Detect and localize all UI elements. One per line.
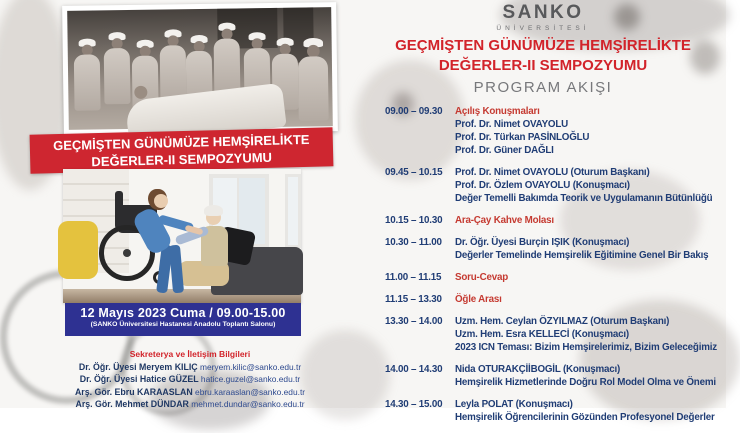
contact-name: Arş. Gör. Ebru KARAASLAN xyxy=(74,386,193,397)
schedule-line: 2023 ICN Teması: Bizim Hemşirelerimiz, Bizim Geleceğimiz xyxy=(455,342,717,353)
nurse-figure xyxy=(154,194,168,208)
schedule-time: 14.30 – 15.00 xyxy=(385,399,443,410)
schedule-time: 14.00 – 14.30 xyxy=(385,364,443,375)
schedule-line: Açılış Konuşmaları xyxy=(455,106,540,117)
schedule-line: Uzm. Hem. Ceylan ÖZYILMAZ (Oturum Başkanı) xyxy=(455,316,670,327)
contact-line xyxy=(20,386,360,398)
page-title-line2: DEĞERLER-II SEMPOZYUMU xyxy=(438,57,648,74)
contact-email: ebru.karaaslan@sanko.edu.tr xyxy=(192,386,306,397)
symposium-title-banner xyxy=(30,127,334,173)
contact-list xyxy=(20,361,360,411)
schedule-lines xyxy=(455,236,708,262)
schedule-line: Soru-Cevap xyxy=(455,272,508,283)
sanko-university-logo xyxy=(360,2,726,32)
program-subtitle: PROGRAM AKIŞI xyxy=(473,79,613,96)
contact-name: Dr. Öğr. Üyesi Meryem KILIÇ xyxy=(78,362,198,372)
schedule-line: Prof. Dr. Güner DAĞLI xyxy=(455,145,554,156)
nurse-figure xyxy=(103,32,130,104)
schedule-time: 13.30 – 14.00 xyxy=(385,316,443,327)
schedule-lines xyxy=(455,398,715,424)
schedule-lines xyxy=(455,293,502,306)
schedule-lines xyxy=(455,214,554,227)
contact-line xyxy=(20,361,360,373)
schedule-time: 11.15 – 13.30 xyxy=(385,294,442,305)
schedule-line: Prof. Dr. Türkan PASİNLOĞLU xyxy=(455,132,590,143)
schedule-time: 10.15 – 10.30 xyxy=(385,215,443,226)
schedule-line: Prof. Dr. Özlem OVAYOLU (Konuşmacı) xyxy=(455,180,630,191)
schedule-line: Nida OTURAKÇİİBOGİL (Konuşmacı) xyxy=(455,364,621,375)
nurse-figure xyxy=(298,38,329,121)
schedule-line: Leyla POLAT (Konuşmacı) xyxy=(455,399,573,410)
nurse-figure xyxy=(74,38,101,110)
schedule-time: 10.30 – 11.00 xyxy=(385,237,442,248)
schedule-line: Değerler Temelinde Hemşirelik Eğitimine Genel Bir Bakış xyxy=(455,250,709,261)
banner-title-line2: DEĞERLER-II SEMPOZYUMU xyxy=(91,149,273,170)
contact-email: meryem.kilic@sanko.edu.tr xyxy=(197,362,302,372)
schedule-row xyxy=(385,363,723,389)
schedule-row xyxy=(385,236,723,262)
schedule-line: Hemşirelik Öğrencilerinin Gözünden Profesyonel Değerler xyxy=(455,412,715,423)
schedule-row xyxy=(385,166,723,205)
wheelchair-hub-shape xyxy=(123,249,131,257)
schedule-line: Uzm. Hem. Esra KELLECİ (Konuşmacı) xyxy=(455,329,629,340)
contact-name: Dr. Öğr. Üyesi Hatice GÜZEL xyxy=(79,374,199,385)
historical-nurses-photo xyxy=(62,2,338,135)
contact-email: mehmet.dundar@sanko.edu.tr xyxy=(188,399,305,410)
logo-wordmark: SANKO xyxy=(502,2,584,23)
schedule-row xyxy=(385,315,723,354)
event-venue: (SANKO Üniversitesi Hastanesi Anadolu Toplantı Salonu) xyxy=(90,321,276,328)
schedule-row xyxy=(385,293,723,306)
nurse-figure xyxy=(159,29,186,101)
schedule-line: Dr. Öğr. Üyesi Burçin IŞIK (Konuşmacı) xyxy=(455,237,630,248)
contact-line xyxy=(20,373,360,385)
schedule-line: Prof. Dr. Nimet OVAYOLU (Oturum Başkanı) xyxy=(455,167,650,178)
event-date: 12 Mayıs 2023 Cuma / 09.00-15.00 xyxy=(80,306,286,320)
logo-subtext: ÜNİVERSİTESİ xyxy=(496,25,590,32)
schedule-lines xyxy=(455,166,712,205)
date-banner xyxy=(65,303,301,336)
schedule-line: Hemşirelik Hizmetlerinde Doğru Rol Model Olma ve Önemi xyxy=(455,377,716,388)
contact-heading: Sekreterya ve İletişim Bilgileri xyxy=(129,349,251,359)
schedule-time: 09.00 – 09.30 xyxy=(385,106,443,117)
contact-line xyxy=(20,398,360,410)
program-schedule xyxy=(385,105,723,433)
schedule-line: Değer Temelli Bakımda Teorik ve Uygulamanın Bütünlüğü xyxy=(455,193,713,204)
elderly-man-figure xyxy=(204,205,223,216)
window-shape xyxy=(285,174,301,248)
schedule-lines xyxy=(455,363,716,389)
schedule-lines xyxy=(455,105,589,157)
page-title-line1: GEÇMİŞTEN GÜNÜMÜZE HEMŞİRELİKTE xyxy=(395,37,691,54)
schedule-row xyxy=(385,271,723,284)
schedule-row xyxy=(385,398,723,424)
schedule-time: 09.45 – 10.15 xyxy=(385,167,443,178)
historical-photo-scene xyxy=(67,7,333,130)
contact-email: hatice.guzel@sanko.edu.tr xyxy=(198,374,301,385)
nurse-figure xyxy=(169,245,184,294)
schedule-line: Prof. Dr. Nimet OVAYOLU xyxy=(455,119,568,130)
schedule-time: 11.00 – 11.15 xyxy=(385,272,442,283)
yellow-sofa-shape xyxy=(58,221,98,279)
nurse-elderly-photo xyxy=(63,169,301,303)
contact-name: Arş. Gör. Mehmet DÜNDAR xyxy=(75,399,189,410)
banner-title-line1: GEÇMİŞTEN GÜNÜMÜZE HEMŞİRELİKTE xyxy=(52,131,310,154)
schedule-line: Ara-Çay Kahve Molası xyxy=(455,215,554,226)
schedule-lines xyxy=(455,315,717,354)
schedule-row xyxy=(385,105,723,157)
schedule-row xyxy=(385,214,723,227)
nurse-figure xyxy=(213,22,240,94)
page-title xyxy=(360,36,726,76)
schedule-line: Öğle Arası xyxy=(455,294,502,305)
contact-block xyxy=(20,349,360,411)
schedule-lines xyxy=(455,271,508,284)
